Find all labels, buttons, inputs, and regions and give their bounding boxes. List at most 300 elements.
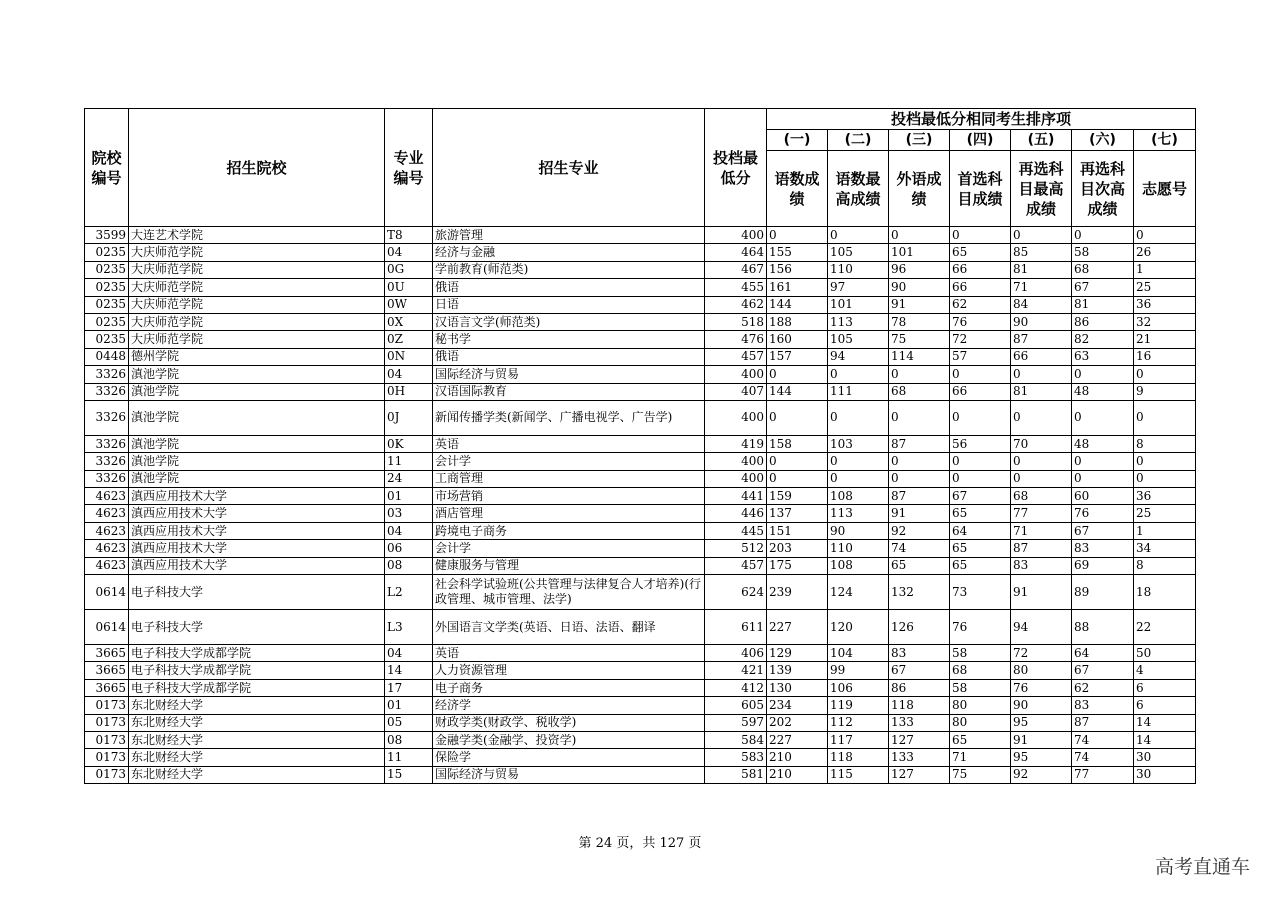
tie-4-cell: 76 (950, 610, 1011, 645)
school-code-cell: 3326 (85, 470, 129, 487)
school-code-cell: 0173 (85, 731, 129, 748)
tie-6-cell: 74 (1072, 731, 1134, 748)
major-name-cell: 俄语 (433, 348, 705, 365)
school-code-cell: 0235 (85, 244, 129, 261)
table-row (85, 645, 1196, 662)
major-name-cell: 新闻传播学类(新闻学、广播电视学、广告学) (433, 400, 705, 435)
tie-7-cell: 1 (1134, 261, 1196, 278)
major-code-cell: T8 (385, 227, 433, 244)
school-name-cell: 滇池学院 (129, 453, 385, 470)
tie-7-cell: 22 (1134, 610, 1196, 645)
tie-5-cell: 81 (1011, 383, 1072, 400)
tie-6-cell: 69 (1072, 557, 1134, 574)
tie-6-cell: 68 (1072, 261, 1134, 278)
tie-3-cell: 75 (889, 331, 950, 348)
school-code-cell: 3665 (85, 662, 129, 679)
major-code-cell: 24 (385, 470, 433, 487)
table-row (85, 575, 1196, 610)
tie-4-cell: 72 (950, 331, 1011, 348)
min-score-cell: 400 (705, 227, 767, 244)
tie-6-cell: 60 (1072, 488, 1134, 505)
min-score-cell: 446 (705, 505, 767, 522)
min-score-cell: 597 (705, 714, 767, 731)
tie-7-cell: 0 (1134, 470, 1196, 487)
tie-6-cell: 62 (1072, 679, 1134, 696)
header-tie-number: (五) (1011, 130, 1072, 151)
table-row (85, 488, 1196, 505)
major-code-cell: 05 (385, 714, 433, 731)
header-major-name: 招生专业 (433, 109, 705, 227)
tie-1-cell: 0 (767, 400, 828, 435)
tie-6-cell: 0 (1072, 366, 1134, 383)
table-row (85, 662, 1196, 679)
tie-4-cell: 0 (950, 470, 1011, 487)
tie-3-cell: 127 (889, 766, 950, 783)
school-name-cell: 电子科技大学成都学院 (129, 679, 385, 696)
min-score-cell: 455 (705, 279, 767, 296)
tie-1-cell: 210 (767, 749, 828, 766)
tie-3-cell: 87 (889, 435, 950, 452)
school-code-cell: 3599 (85, 227, 129, 244)
header-major-code: 专业编号 (385, 109, 433, 227)
min-score-cell: 421 (705, 662, 767, 679)
table-row (85, 366, 1196, 383)
tie-4-cell: 73 (950, 575, 1011, 610)
school-code-cell: 3665 (85, 645, 129, 662)
table-row (85, 313, 1196, 330)
tie-3-cell: 127 (889, 731, 950, 748)
school-name-cell: 电子科技大学 (129, 610, 385, 645)
header-tie-number: (二) (828, 130, 889, 151)
tie-1-cell: 188 (767, 313, 828, 330)
admission-score-table (84, 108, 1196, 784)
school-code-cell: 0448 (85, 348, 129, 365)
tie-5-cell: 95 (1011, 714, 1072, 731)
major-code-cell: 17 (385, 679, 433, 696)
header-school-code: 院校编号 (85, 109, 129, 227)
header-tie-number: (七) (1134, 130, 1196, 151)
tie-5-cell: 90 (1011, 313, 1072, 330)
min-score-cell: 400 (705, 453, 767, 470)
table-row (85, 749, 1196, 766)
school-name-cell: 大庆师范学院 (129, 261, 385, 278)
tie-5-cell: 70 (1011, 435, 1072, 452)
tie-6-cell: 67 (1072, 522, 1134, 539)
school-name-cell: 大庆师范学院 (129, 279, 385, 296)
tie-2-cell: 115 (828, 766, 889, 783)
major-code-cell: 01 (385, 697, 433, 714)
school-code-cell: 4623 (85, 505, 129, 522)
tie-6-cell: 83 (1072, 540, 1134, 557)
header-min-score: 投档最低分 (705, 109, 767, 227)
min-score-cell: 400 (705, 366, 767, 383)
school-code-cell: 4623 (85, 488, 129, 505)
header-tie-number: (一) (767, 130, 828, 151)
major-code-cell: 11 (385, 453, 433, 470)
tie-7-cell: 9 (1134, 383, 1196, 400)
school-name-cell: 大庆师范学院 (129, 296, 385, 313)
tie-2-cell: 104 (828, 645, 889, 662)
table-row (85, 610, 1196, 645)
tie-3-cell: 91 (889, 505, 950, 522)
min-score-cell: 611 (705, 610, 767, 645)
school-name-cell: 德州学院 (129, 348, 385, 365)
min-score-cell: 406 (705, 645, 767, 662)
tie-5-cell: 83 (1011, 557, 1072, 574)
major-code-cell: 0J (385, 400, 433, 435)
tie-7-cell: 18 (1134, 575, 1196, 610)
tie-2-cell: 0 (828, 227, 889, 244)
major-name-cell: 金融学类(金融学、投资学) (433, 731, 705, 748)
school-name-cell: 滇池学院 (129, 366, 385, 383)
major-code-cell: 0H (385, 383, 433, 400)
page-number: 第 24 页，共 127 页 (578, 836, 702, 851)
tie-4-cell: 80 (950, 697, 1011, 714)
school-name-cell: 滇池学院 (129, 400, 385, 435)
tie-6-cell: 81 (1072, 296, 1134, 313)
tie-4-cell: 65 (950, 731, 1011, 748)
tie-6-cell: 86 (1072, 313, 1134, 330)
school-name-cell: 东北财经大学 (129, 697, 385, 714)
major-name-cell: 国际经济与贸易 (433, 366, 705, 383)
tie-5-cell: 77 (1011, 505, 1072, 522)
tie-2-cell: 90 (828, 522, 889, 539)
tie-3-cell: 132 (889, 575, 950, 610)
school-code-cell: 0173 (85, 697, 129, 714)
tie-5-cell: 76 (1011, 679, 1072, 696)
tie-4-cell: 0 (950, 453, 1011, 470)
header-tie-number: (四) (950, 130, 1011, 151)
tie-4-cell: 62 (950, 296, 1011, 313)
tie-5-cell: 94 (1011, 610, 1072, 645)
major-name-cell: 国际经济与贸易 (433, 766, 705, 783)
header-tie-item: 志愿号 (1134, 151, 1196, 227)
tie-1-cell: 137 (767, 505, 828, 522)
school-code-cell: 3326 (85, 366, 129, 383)
tie-3-cell: 114 (889, 348, 950, 365)
table-row (85, 296, 1196, 313)
tie-7-cell: 14 (1134, 731, 1196, 748)
tie-6-cell: 87 (1072, 714, 1134, 731)
major-name-cell: 汉语国际教育 (433, 383, 705, 400)
header-school-name: 招生院校 (129, 109, 385, 227)
tie-2-cell: 120 (828, 610, 889, 645)
tie-7-cell: 0 (1134, 453, 1196, 470)
tie-3-cell: 96 (889, 261, 950, 278)
school-name-cell: 东北财经大学 (129, 766, 385, 783)
tie-6-cell: 0 (1072, 470, 1134, 487)
tie-3-cell: 92 (889, 522, 950, 539)
major-name-cell: 会计学 (433, 453, 705, 470)
school-code-cell: 0173 (85, 766, 129, 783)
school-code-cell: 0173 (85, 714, 129, 731)
major-name-cell: 财政学类(财政学、税收学) (433, 714, 705, 731)
min-score-cell: 583 (705, 749, 767, 766)
tie-6-cell: 88 (1072, 610, 1134, 645)
major-code-cell: 0G (385, 261, 433, 278)
school-code-cell: 4623 (85, 540, 129, 557)
tie-4-cell: 80 (950, 714, 1011, 731)
tie-7-cell: 25 (1134, 279, 1196, 296)
tie-2-cell: 101 (828, 296, 889, 313)
min-score-cell: 467 (705, 261, 767, 278)
tie-6-cell: 48 (1072, 435, 1134, 452)
tie-4-cell: 68 (950, 662, 1011, 679)
min-score-cell: 581 (705, 766, 767, 783)
tie-3-cell: 118 (889, 697, 950, 714)
major-name-cell: 市场营销 (433, 488, 705, 505)
tie-6-cell: 0 (1072, 453, 1134, 470)
tie-2-cell: 105 (828, 244, 889, 261)
table-row (85, 522, 1196, 539)
tie-1-cell: 144 (767, 383, 828, 400)
school-code-cell: 0235 (85, 313, 129, 330)
school-code-cell: 0235 (85, 331, 129, 348)
tie-4-cell: 71 (950, 749, 1011, 766)
table-row (85, 679, 1196, 696)
school-name-cell: 滇池学院 (129, 435, 385, 452)
tie-2-cell: 94 (828, 348, 889, 365)
tie-2-cell: 118 (828, 749, 889, 766)
tie-3-cell: 101 (889, 244, 950, 261)
school-code-cell: 3326 (85, 453, 129, 470)
school-code-cell: 0614 (85, 575, 129, 610)
major-code-cell: 04 (385, 522, 433, 539)
header-tie-group: 投档最低分相同考生排序项 (767, 109, 1196, 130)
school-name-cell: 大连艺术学院 (129, 227, 385, 244)
major-name-cell: 经济与金融 (433, 244, 705, 261)
min-score-cell: 412 (705, 679, 767, 696)
tie-5-cell: 81 (1011, 261, 1072, 278)
tie-7-cell: 50 (1134, 645, 1196, 662)
major-code-cell: 04 (385, 645, 433, 662)
tie-3-cell: 87 (889, 488, 950, 505)
tie-7-cell: 30 (1134, 749, 1196, 766)
tie-2-cell: 117 (828, 731, 889, 748)
tie-1-cell: 210 (767, 766, 828, 783)
major-name-cell: 跨境电子商务 (433, 522, 705, 539)
tie-5-cell: 90 (1011, 697, 1072, 714)
tie-3-cell: 133 (889, 749, 950, 766)
tie-4-cell: 65 (950, 244, 1011, 261)
tie-7-cell: 21 (1134, 331, 1196, 348)
major-code-cell: 0U (385, 279, 433, 296)
header-tie-item: 再选科目最高成绩 (1011, 151, 1072, 227)
tie-3-cell: 83 (889, 645, 950, 662)
tie-2-cell: 0 (828, 453, 889, 470)
school-name-cell: 滇西应用技术大学 (129, 540, 385, 557)
tie-3-cell: 126 (889, 610, 950, 645)
tie-3-cell: 0 (889, 453, 950, 470)
major-name-cell: 经济学 (433, 697, 705, 714)
tie-1-cell: 0 (767, 453, 828, 470)
tie-4-cell: 58 (950, 679, 1011, 696)
major-code-cell: 0W (385, 296, 433, 313)
tie-5-cell: 68 (1011, 488, 1072, 505)
min-score-cell: 624 (705, 575, 767, 610)
table-row (85, 470, 1196, 487)
table-row (85, 244, 1196, 261)
major-name-cell: 健康服务与管理 (433, 557, 705, 574)
major-name-cell: 日语 (433, 296, 705, 313)
major-name-cell: 秘书学 (433, 331, 705, 348)
tie-3-cell: 86 (889, 679, 950, 696)
table-row (85, 453, 1196, 470)
tie-6-cell: 63 (1072, 348, 1134, 365)
tie-1-cell: 0 (767, 470, 828, 487)
major-name-cell: 会计学 (433, 540, 705, 557)
school-name-cell: 大庆师范学院 (129, 313, 385, 330)
tie-6-cell: 67 (1072, 662, 1134, 679)
tie-5-cell: 87 (1011, 331, 1072, 348)
tie-2-cell: 111 (828, 383, 889, 400)
tie-5-cell: 0 (1011, 470, 1072, 487)
table-row (85, 261, 1196, 278)
header-tie-item: 再选科目次高成绩 (1072, 151, 1134, 227)
tie-1-cell: 0 (767, 227, 828, 244)
major-code-cell: 03 (385, 505, 433, 522)
school-code-cell: 3326 (85, 400, 129, 435)
tie-2-cell: 0 (828, 366, 889, 383)
tie-6-cell: 48 (1072, 383, 1134, 400)
tie-7-cell: 6 (1134, 697, 1196, 714)
tie-7-cell: 32 (1134, 313, 1196, 330)
tie-5-cell: 66 (1011, 348, 1072, 365)
major-code-cell: 15 (385, 766, 433, 783)
tie-1-cell: 155 (767, 244, 828, 261)
tie-4-cell: 0 (950, 227, 1011, 244)
header-tie-item: 外语成绩 (889, 151, 950, 227)
school-code-cell: 3665 (85, 679, 129, 696)
header-tie-number: (六) (1072, 130, 1134, 151)
min-score-cell: 407 (705, 383, 767, 400)
school-name-cell: 滇池学院 (129, 383, 385, 400)
major-code-cell: 04 (385, 244, 433, 261)
tie-7-cell: 0 (1134, 227, 1196, 244)
min-score-cell: 400 (705, 400, 767, 435)
tie-5-cell: 87 (1011, 540, 1072, 557)
tie-2-cell: 103 (828, 435, 889, 452)
tie-2-cell: 124 (828, 575, 889, 610)
tie-5-cell: 92 (1011, 766, 1072, 783)
major-name-cell: 工商管理 (433, 470, 705, 487)
major-name-cell: 学前教育(师范类) (433, 261, 705, 278)
tie-4-cell: 0 (950, 366, 1011, 383)
school-name-cell: 东北财经大学 (129, 714, 385, 731)
tie-4-cell: 58 (950, 645, 1011, 662)
school-code-cell: 0235 (85, 261, 129, 278)
school-code-cell: 4623 (85, 557, 129, 574)
tie-3-cell: 67 (889, 662, 950, 679)
tie-5-cell: 0 (1011, 400, 1072, 435)
tie-6-cell: 77 (1072, 766, 1134, 783)
tie-7-cell: 25 (1134, 505, 1196, 522)
tie-1-cell: 144 (767, 296, 828, 313)
tie-4-cell: 57 (950, 348, 1011, 365)
table-row (85, 279, 1196, 296)
major-code-cell: 0N (385, 348, 433, 365)
tie-2-cell: 113 (828, 313, 889, 330)
tie-1-cell: 239 (767, 575, 828, 610)
tie-2-cell: 110 (828, 261, 889, 278)
school-name-cell: 东北财经大学 (129, 731, 385, 748)
school-name-cell: 电子科技大学成都学院 (129, 645, 385, 662)
tie-2-cell: 110 (828, 540, 889, 557)
school-name-cell: 东北财经大学 (129, 749, 385, 766)
tie-6-cell: 0 (1072, 400, 1134, 435)
major-code-cell: 04 (385, 366, 433, 383)
table-row (85, 731, 1196, 748)
min-score-cell: 512 (705, 540, 767, 557)
tie-5-cell: 80 (1011, 662, 1072, 679)
tie-2-cell: 99 (828, 662, 889, 679)
school-name-cell: 大庆师范学院 (129, 244, 385, 261)
tie-6-cell: 82 (1072, 331, 1134, 348)
tie-5-cell: 71 (1011, 522, 1072, 539)
tie-6-cell: 67 (1072, 279, 1134, 296)
school-code-cell: 3326 (85, 383, 129, 400)
tie-6-cell: 74 (1072, 749, 1134, 766)
tie-1-cell: 203 (767, 540, 828, 557)
tie-1-cell: 130 (767, 679, 828, 696)
school-code-cell: 0173 (85, 749, 129, 766)
tie-1-cell: 227 (767, 731, 828, 748)
tie-1-cell: 159 (767, 488, 828, 505)
tie-7-cell: 6 (1134, 679, 1196, 696)
min-score-cell: 400 (705, 470, 767, 487)
min-score-cell: 419 (705, 435, 767, 452)
table-row (85, 557, 1196, 574)
table-row (85, 383, 1196, 400)
tie-4-cell: 67 (950, 488, 1011, 505)
table-row (85, 505, 1196, 522)
tie-3-cell: 0 (889, 227, 950, 244)
major-name-cell: 汉语言文学(师范类) (433, 313, 705, 330)
tie-1-cell: 0 (767, 366, 828, 383)
major-name-cell: 旅游管理 (433, 227, 705, 244)
tie-7-cell: 1 (1134, 522, 1196, 539)
school-name-cell: 电子科技大学 (129, 575, 385, 610)
min-score-cell: 605 (705, 697, 767, 714)
tie-2-cell: 108 (828, 488, 889, 505)
tie-4-cell: 66 (950, 383, 1011, 400)
tie-5-cell: 84 (1011, 296, 1072, 313)
tie-7-cell: 26 (1134, 244, 1196, 261)
tie-7-cell: 36 (1134, 296, 1196, 313)
tie-2-cell: 108 (828, 557, 889, 574)
major-name-cell: 俄语 (433, 279, 705, 296)
tie-5-cell: 0 (1011, 366, 1072, 383)
major-code-cell: 0K (385, 435, 433, 452)
major-name-cell: 英语 (433, 645, 705, 662)
major-name-cell: 社会科学试验班(公共管理与法律复合人才培养)(行政管理、城市管理、法学) (433, 575, 705, 610)
school-code-cell: 0235 (85, 296, 129, 313)
tie-7-cell: 0 (1134, 366, 1196, 383)
tie-3-cell: 0 (889, 366, 950, 383)
tie-6-cell: 64 (1072, 645, 1134, 662)
school-code-cell: 0614 (85, 610, 129, 645)
tie-4-cell: 0 (950, 400, 1011, 435)
tie-2-cell: 105 (828, 331, 889, 348)
tie-7-cell: 8 (1134, 557, 1196, 574)
tie-5-cell: 72 (1011, 645, 1072, 662)
major-code-cell: 08 (385, 557, 433, 574)
school-name-cell: 滇西应用技术大学 (129, 522, 385, 539)
school-code-cell: 0235 (85, 279, 129, 296)
tie-2-cell: 112 (828, 714, 889, 731)
major-code-cell: 0X (385, 313, 433, 330)
tie-5-cell: 71 (1011, 279, 1072, 296)
